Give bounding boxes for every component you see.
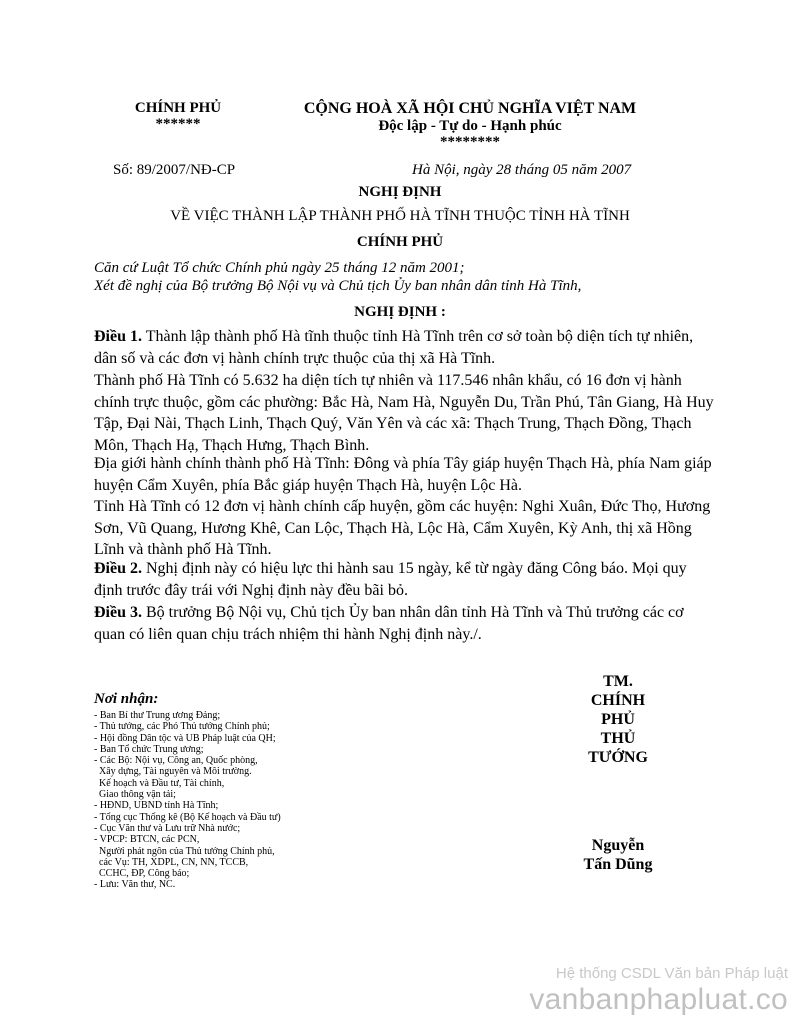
signer-name-line: Tấn Dũng — [583, 856, 653, 873]
signature-line: PHỦ — [601, 711, 635, 728]
recipient-item: - Cục Văn thư và Lưu trữ Nhà nước; — [94, 822, 241, 834]
recipient-item: - Hội đồng Dân tộc và UB Pháp luật của QH; — [94, 732, 276, 744]
recipient-item: - HĐND, UBND tỉnh Hà Tĩnh; — [94, 800, 219, 812]
document-date: Hà Nội, ngày 28 tháng 05 năm 2007 — [412, 162, 632, 178]
preamble-line-1: Căn cứ Luật Tổ chức Chính phủ ngày 25 tháng 12 năm 2001; — [94, 260, 465, 276]
recipient-item: - VPCP: BTCN, các PCN, — [94, 834, 200, 846]
article-2 — [94, 558, 714, 601]
agency-stars: ****** — [155, 116, 201, 132]
document-type: NGHỊ ĐỊNH — [358, 184, 442, 200]
article-3-text: Bộ trưởng Bộ Nội vụ, Chủ tịch Ủy ban nhân dân tỉnh Hà Tĩnh và Thủ trưởng các cơ quan có liên quan chịu trách nhiệm thi hành Nghị định này./. — [94, 604, 684, 643]
recipients-heading: Nơi nhận: — [94, 691, 159, 707]
issuing-agency: CHÍNH PHỦ — [134, 100, 222, 116]
recipient-item: Giao thông vận tải; — [94, 789, 176, 801]
signature-line: THỦ — [600, 730, 636, 747]
motto-stars: ******** — [440, 134, 500, 150]
recipient-item: các Vụ: TH, XDPL, CN, NN, TCCB, — [94, 856, 249, 868]
article-1-label: Điều 1. — [94, 328, 142, 345]
article-1-paragraph-2: Thành phố Hà Tĩnh có 5.632 ha diện tích tự nhiên và 117.546 nhân khẩu, có 16 đơn vị hành chính trực thuộc, gồm các phường: Bắc Hà, Nam Hà, Nguyễn Du, Trần Phú, Tân Giang, Hà Huy Tập, Đại Nài, Thạch Linh, Thạch Quý, Văn Yên và các xã: Thạch Trung, Thạch Đồng, Thạch Môn, Thạch Hạ, Thạch Hưng, Thạch Bình. — [94, 372, 714, 454]
recipients-list — [94, 710, 281, 891]
article-1-text: Thành lập thành phố Hà tĩnh thuộc tỉnh Hà Tĩnh trên cơ sở toàn bộ diện tích tự nhiên, dân số và các đơn vị hành chính trực thuộc của thị xã Hà Tĩnh. — [94, 328, 694, 367]
article-2-text: Nghị định này có hiệu lực thi hành sau 15 ngày, kể từ ngày đăng Công báo. Mọi quy định trước đây trái với Nghị định này đều bãi bỏ. — [94, 560, 687, 599]
document-number: Số: 89/2007/NĐ-CP — [113, 162, 236, 178]
watermark-caption: Hệ thống CSDL Văn bản Pháp luật — [555, 965, 788, 982]
article-3-label: Điều 3. — [94, 604, 142, 621]
recipient-item: - Thủ tướng, các Phó Thủ tướng Chính phủ; — [94, 721, 270, 733]
signature-line: TM. — [603, 673, 633, 690]
signature-line: TƯỚNG — [588, 749, 648, 766]
recipient-item: CCHC, ĐP, Công báo; — [94, 868, 190, 880]
recipient-item: Xây dựng, Tài nguyên và Môi trường. — [94, 766, 252, 778]
signature-line: CHÍNH — [590, 692, 646, 709]
article-1-paragraph-4: Tỉnh Hà Tĩnh có 12 đơn vị hành chính cấp huyện, gồm các huyện: Nghi Xuân, Đức Thọ, Hương Sơn, Vũ Quang, Hương Khê, Can Lộc, Thạch Hà, Lộc Hà, Cẩm Xuyên, Kỳ Anh, thị xã Hồng Lĩnh và thành phố Hà Tĩnh. — [94, 498, 711, 558]
recipient-item: - Các Bộ: Nội vụ, Công an, Quốc phòng, — [94, 755, 258, 767]
preamble-line-2: Xét đề nghị của Bộ trưởng Bộ Nội vụ và Chủ tịch Ủy ban nhân dân tỉnh Hà Tĩnh, — [94, 278, 582, 294]
national-motto: Độc lập - Tự do - Hạnh phúc — [378, 118, 562, 134]
article-1-paragraph-3: Địa giới hành chính thành phố Hà Tĩnh: Đông và phía Tây giáp huyện Thạch Hà, phía Nam giáp huyện Cẩm Xuyên, phía Bắc giáp huyện Thạch Hà, huyện Lộc Hà. — [94, 455, 712, 494]
signer-name — [578, 836, 658, 874]
issuer-heading: CHÍNH PHỦ — [356, 234, 444, 250]
signer-name-line: Nguyễn — [591, 837, 645, 854]
recipient-item: - Ban Bí thư Trung ương Đảng; — [94, 710, 221, 721]
national-title: CỘNG HOÀ XÃ HỘI CHỦ NGHĨA VIỆT NAM — [303, 100, 637, 117]
signature-title — [578, 672, 658, 767]
recipient-item: Kế hoạch và Đầu tư, Tài chính, — [94, 777, 225, 789]
recipient-item: - Lưu: Văn thư, NC. — [94, 879, 176, 891]
decree-heading: NGHỊ ĐỊNH : — [354, 304, 446, 320]
document-subject: VỀ VIỆC THÀNH LẬP THÀNH PHỐ HÀ TĨNH THUỘC TỈNH HÀ TĨNH — [170, 208, 630, 224]
recipient-item: - Tổng cục Thống kê (Bộ Kế hoạch và Đầu tư) — [94, 811, 281, 823]
article-1 — [94, 326, 714, 369]
recipient-item: - Ban Tổ chức Trung ương; — [94, 743, 204, 755]
article-2-label: Điều 2. — [94, 560, 142, 577]
watermark-site[interactable]: vanbanphapluat.co — [529, 983, 788, 1016]
article-3 — [94, 602, 714, 645]
recipient-item: Người phát ngôn của Thủ tướng Chính phủ, — [94, 845, 275, 857]
